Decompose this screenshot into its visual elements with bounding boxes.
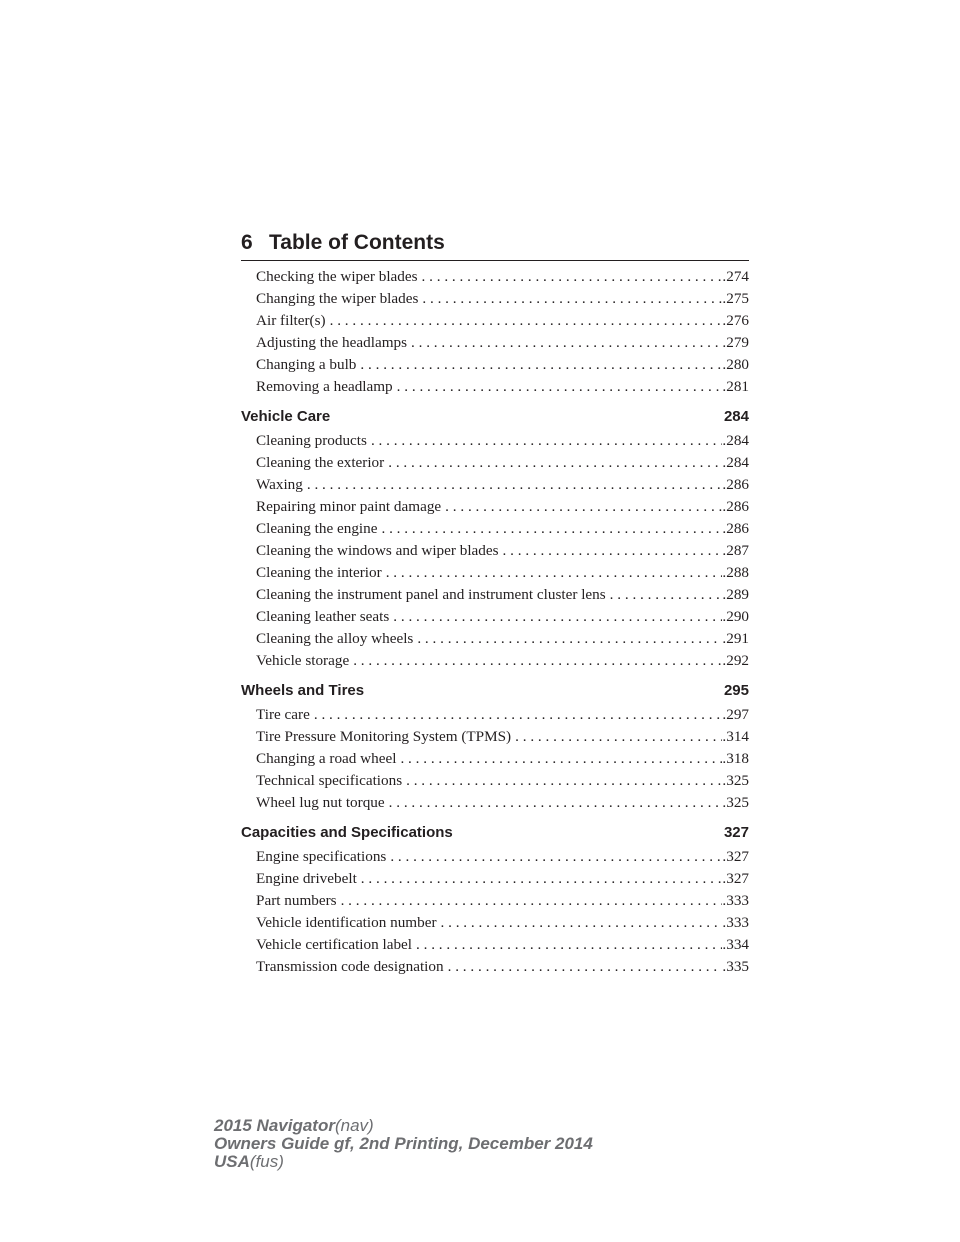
toc-entry[interactable] xyxy=(241,792,749,814)
dot-leader xyxy=(386,562,723,584)
toc-entry[interactable] xyxy=(241,956,749,978)
footer-model: 2015 Navigator xyxy=(214,1116,335,1135)
toc-entry-page: .276 xyxy=(722,312,749,329)
toc-entry[interactable] xyxy=(241,474,749,496)
toc-entry-label: Vehicle storage xyxy=(256,652,350,669)
title-rule xyxy=(241,260,749,261)
toc-entry-label: Air filter(s) xyxy=(256,312,326,329)
toc-entry-label: Cleaning the alloy wheels xyxy=(256,630,414,647)
toc-entry-label: Cleaning leather seats xyxy=(256,608,390,625)
toc-entry[interactable] xyxy=(241,266,749,288)
toc-entry-page: .297 xyxy=(722,706,749,723)
toc-entry[interactable] xyxy=(241,376,749,398)
toc-entry[interactable] xyxy=(241,430,749,452)
toc-entry-label: Changing a bulb xyxy=(256,356,357,373)
footer-market-code: (fus) xyxy=(249,1152,284,1171)
toc-entry-label: Tire Pressure Monitoring System (TPMS) xyxy=(256,728,512,745)
toc-entry-page: .275 xyxy=(722,290,749,307)
toc-entry[interactable] xyxy=(241,704,749,726)
toc-entry-page: .291 xyxy=(722,630,749,647)
toc-entry-page: .284 xyxy=(722,432,749,449)
toc-entry[interactable] xyxy=(241,496,749,518)
table-of-contents xyxy=(241,266,749,978)
toc-entry-label: Waxing xyxy=(256,476,303,493)
toc-entry[interactable] xyxy=(241,890,749,912)
section-heading[interactable] xyxy=(241,822,749,844)
dot-leader xyxy=(390,846,722,868)
toc-entry-page: .289 xyxy=(722,586,749,603)
toc-entry[interactable] xyxy=(241,310,749,332)
toc-entry[interactable] xyxy=(241,748,749,770)
toc-entry-label: Engine specifications xyxy=(256,848,387,865)
section-heading[interactable] xyxy=(241,680,749,702)
section-heading-page: 295 xyxy=(723,682,749,699)
toc-entry-label: Checking the wiper blades xyxy=(256,268,418,285)
toc-entry-page: .292 xyxy=(722,652,749,669)
toc-entry-label: Cleaning products xyxy=(256,432,367,449)
toc-entry-page: .333 xyxy=(722,892,749,909)
toc-entry-label: Cleaning the instrument panel and instrument cluster lens xyxy=(256,586,606,603)
section-heading-label: Capacities and Specifications xyxy=(241,824,453,841)
toc-entry[interactable] xyxy=(241,868,749,890)
toc-entry-page: .287 xyxy=(722,542,749,559)
section-heading-page: 327 xyxy=(723,824,749,841)
toc-entry-label: Changing a road wheel xyxy=(256,750,397,767)
toc-entry[interactable] xyxy=(241,606,749,628)
toc-entry[interactable] xyxy=(241,584,749,606)
toc-entry-label: Vehicle certification label xyxy=(256,936,413,953)
footer-line-model xyxy=(214,1117,593,1135)
footer-market: USA xyxy=(214,1152,250,1171)
toc-entry[interactable] xyxy=(241,650,749,672)
footer-line-market xyxy=(214,1153,593,1171)
dot-leader xyxy=(515,726,722,748)
toc-entry-label: Engine drivebelt xyxy=(256,870,357,887)
toc-entry-label: Repairing minor paint damage xyxy=(256,498,442,515)
dot-leader xyxy=(307,474,723,496)
toc-entry-label: Technical specifications xyxy=(256,772,403,789)
toc-entry[interactable] xyxy=(241,846,749,868)
dot-leader xyxy=(417,628,722,650)
toc-entry-page: .334 xyxy=(722,936,749,953)
dot-leader xyxy=(503,540,723,562)
toc-entry[interactable] xyxy=(241,628,749,650)
toc-entry[interactable] xyxy=(241,726,749,748)
toc-entry-label: Vehicle identification number xyxy=(256,914,437,931)
toc-entry-page: .284 xyxy=(722,454,749,471)
toc-entry-label: Removing a headlamp xyxy=(256,378,393,395)
toc-entry[interactable] xyxy=(241,770,749,792)
page-number: 6 xyxy=(241,231,253,254)
footer-printing: Owners Guide gf, 2nd Printing, December 2014 xyxy=(214,1134,593,1153)
toc-entry-page: .290 xyxy=(722,608,749,625)
dot-leader xyxy=(393,606,722,628)
toc-entry[interactable] xyxy=(241,354,749,376)
toc-entry-page: .288 xyxy=(722,564,749,581)
toc-entry[interactable] xyxy=(241,912,749,934)
section-heading[interactable] xyxy=(241,406,749,428)
toc-entry-page: .327 xyxy=(722,848,749,865)
toc-entry-page: .279 xyxy=(722,334,749,351)
dot-leader xyxy=(422,288,722,310)
toc-entry-page: .325 xyxy=(722,794,749,811)
dot-leader xyxy=(610,584,723,606)
toc-entry[interactable] xyxy=(241,562,749,584)
toc-entry-page: .333 xyxy=(722,914,749,931)
toc-entry[interactable] xyxy=(241,518,749,540)
toc-entry-label: Cleaning the exterior xyxy=(256,454,385,471)
footer xyxy=(214,1117,593,1171)
dot-leader xyxy=(397,376,723,398)
toc-entry-page: .281 xyxy=(722,378,749,395)
dot-leader xyxy=(371,430,722,452)
dot-leader xyxy=(360,354,722,376)
toc-entry-page: .286 xyxy=(722,520,749,537)
page-title: Table of Contents xyxy=(269,231,445,254)
dot-leader xyxy=(422,266,723,288)
toc-entry[interactable] xyxy=(241,288,749,310)
toc-entry[interactable] xyxy=(241,332,749,354)
dot-leader xyxy=(330,310,723,332)
dot-leader xyxy=(441,912,723,934)
toc-entry-label: Adjusting the headlamps xyxy=(256,334,408,351)
dot-leader xyxy=(353,650,722,672)
toc-entry-label: Tire care xyxy=(256,706,310,723)
toc-entry-page: .327 xyxy=(722,870,749,887)
toc-entry-page: .280 xyxy=(722,356,749,373)
toc-entry-label: Wheel lug nut torque xyxy=(256,794,385,811)
dot-leader xyxy=(381,518,722,540)
toc-entry-label: Cleaning the windows and wiper blades xyxy=(256,542,499,559)
dot-leader xyxy=(314,704,723,726)
dot-leader xyxy=(448,956,723,978)
toc-entry-page: .274 xyxy=(722,268,749,285)
dot-leader xyxy=(445,496,722,518)
dot-leader xyxy=(406,770,722,792)
toc-entry-page: .314 xyxy=(722,728,749,745)
dot-leader xyxy=(389,792,723,814)
dot-leader xyxy=(361,868,723,890)
toc-entry-label: Cleaning the engine xyxy=(256,520,378,537)
section-heading-label: Wheels and Tires xyxy=(241,682,365,699)
toc-entry-page: .335 xyxy=(722,958,749,975)
toc-entry-page: .318 xyxy=(722,750,749,767)
dot-leader xyxy=(411,332,722,354)
toc-entry[interactable] xyxy=(241,452,749,474)
footer-model-code: (nav) xyxy=(334,1116,374,1135)
toc-entry-page: .325 xyxy=(722,772,749,789)
dot-leader xyxy=(400,748,722,770)
toc-entry[interactable] xyxy=(241,934,749,956)
dot-leader xyxy=(416,934,722,956)
toc-entry-label: Part numbers xyxy=(256,892,337,909)
toc-entry-label: Changing the wiper blades xyxy=(256,290,419,307)
toc-entry-label: Transmission code designation xyxy=(256,958,444,975)
section-heading-page: 284 xyxy=(723,408,749,425)
toc-entry[interactable] xyxy=(241,540,749,562)
section-heading-label: Vehicle Care xyxy=(241,408,331,425)
dot-leader xyxy=(388,452,722,474)
dot-leader xyxy=(341,890,723,912)
toc-entry-label: Cleaning the interior xyxy=(256,564,382,581)
toc-entry-page: .286 xyxy=(722,498,749,515)
toc-entry-page: .286 xyxy=(722,476,749,493)
